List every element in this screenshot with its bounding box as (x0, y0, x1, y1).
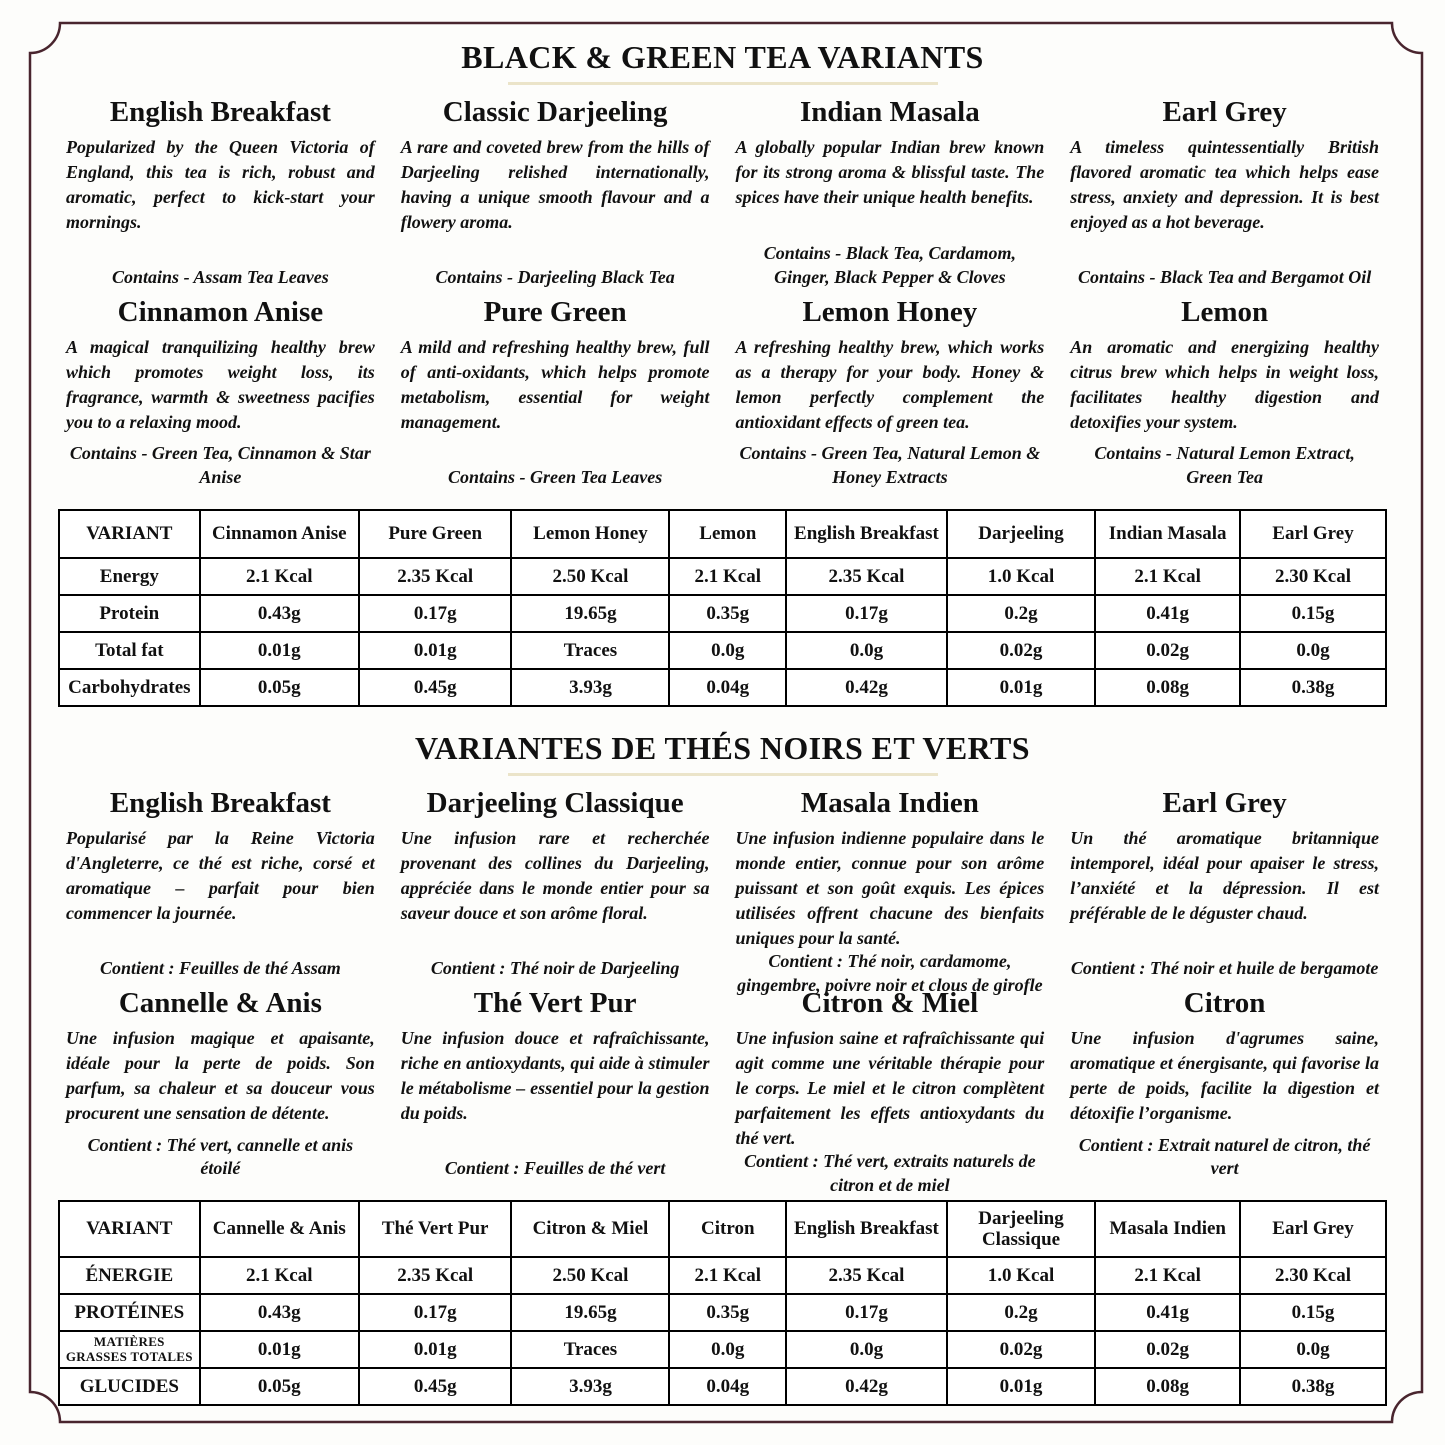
nutrition-value: 0.0g (669, 1331, 786, 1368)
tea-name: Indian Masala (800, 96, 980, 129)
tea-name: Classic Darjeeling (442, 96, 668, 129)
nutrition-row (59, 595, 1386, 632)
nutrition-row-label: PROTÉINES (59, 1294, 200, 1331)
nutrition-value: 0.17g (786, 1294, 947, 1331)
tea-contains-note: Contient : Thé vert, cannelle et anis étoilé (87, 1134, 354, 1178)
french-section-title: VARIANTES DE THÉS NOIRS ET VERTS (415, 730, 1030, 767)
nutrition-row-label: Carbohydrates (59, 669, 200, 706)
tea-contains-note: Contains - Assam Tea Leaves (112, 266, 329, 287)
nutrition-value: 19.65g (511, 595, 669, 632)
tea-column-header: Lemon Honey (511, 510, 669, 558)
tea-contains-note: Contient : Thé noir, cardamome, gingembre, poivre noir et clous de girofle (737, 951, 1043, 995)
nutrition-row-label: GLUCIDES (59, 1368, 200, 1405)
nutrition-value: 0.04g (669, 669, 786, 706)
tea-description: A mild and refreshing healthy brew, full of anti-oxidants, which helps promote metabolism, essential for weight management. (400, 337, 710, 432)
tea-column-header: Earl Grey (1240, 1201, 1386, 1257)
tea-name: Earl Grey (1162, 787, 1287, 820)
nutrition-value: 2.1 Kcal (200, 558, 359, 595)
tea-name: English Breakfast (109, 96, 331, 129)
nutrition-value: 0.02g (947, 1331, 1096, 1368)
nutrition-value: 2.30 Kcal (1240, 1257, 1386, 1294)
french-tea-grid (58, 787, 1387, 1195)
nutrition-value: 0.35g (669, 595, 786, 632)
nutrition-value: 1.0 Kcal (947, 558, 1096, 595)
nutrition-value: 0.02g (1095, 1331, 1240, 1368)
table-body (59, 558, 1386, 706)
nutrition-value: Traces (511, 1331, 669, 1368)
tea-contains-note: Contains - Black Tea and Bergamot Oil (1077, 266, 1372, 287)
nutrition-value: 0.15g (1240, 1294, 1386, 1331)
tea-column-header: Citron (669, 1201, 786, 1257)
nutrition-value: 0.0g (786, 1331, 947, 1368)
tea-card (1070, 97, 1379, 295)
tea-column-header: English Breakfast (786, 510, 947, 558)
nutrition-value: 0.01g (359, 632, 512, 669)
nutrition-value: 0.01g (947, 1368, 1096, 1405)
english-title-underline (508, 82, 938, 85)
nutrition-row-label: Total fat (59, 632, 200, 669)
tea-description: A magical tranquilizing healthy brew which promotes weight loss, its fragrance, warmth & sweetness pacifies you to a relaxing mood. (66, 337, 375, 432)
tea-name: Darjeeling Classique (426, 787, 684, 820)
tea-description: A refreshing healthy brew, which works as a therapy for your body. Honey & lemon perfectly complement the antioxidant effects of green tea. (735, 337, 1045, 432)
nutrition-value: 0.17g (786, 595, 947, 632)
nutrition-value: 0.45g (359, 669, 512, 706)
tea-description: Popularized by the Queen Victoria of England, this tea is rich, robust and aromatic, perfect to kick-start your mornings. (66, 137, 375, 232)
tea-name: Cannelle & Anis (118, 987, 322, 1020)
tea-column-header: Cinnamon Anise (200, 510, 359, 558)
table-header-row (59, 1201, 1386, 1257)
tea-name: Lemon (1181, 296, 1269, 329)
tea-description: A timeless quintessentially British flavored aromatic tea which helps ease stress, anxiety and depression. It is best enjoyed as a hot beverage. (1070, 137, 1379, 232)
tea-card (736, 97, 1045, 295)
nutrition-value: 0.01g (947, 669, 1096, 706)
tea-name: Citron (1183, 987, 1266, 1020)
nutrition-row (59, 1257, 1386, 1294)
tea-name: Pure Green (483, 296, 627, 329)
english-section-title: BLACK & GREEN TEA VARIANTS (461, 39, 984, 75)
nutrition-value: 0.41g (1095, 595, 1240, 632)
variant-column-header: VARIANT (59, 1201, 200, 1257)
nutrition-value: 0.04g (669, 1368, 786, 1405)
nutrition-row (59, 669, 1386, 706)
english-tea-grid (58, 97, 1387, 495)
nutrition-row (59, 632, 1386, 669)
nutrition-value: 0.05g (200, 669, 359, 706)
tea-card (66, 297, 375, 495)
nutrition-row-label: Protein (59, 595, 200, 632)
tea-card (401, 297, 710, 495)
tea-column-header: Pure Green (359, 510, 512, 558)
nutrition-row-label: ÉNERGIE (59, 1257, 200, 1294)
nutrition-value: 1.0 Kcal (947, 1257, 1096, 1294)
french-nutrition-table (58, 1200, 1387, 1406)
tea-contains-note: Contient : Extrait naturel de citron, thé vert (1078, 1134, 1371, 1178)
nutrition-value: 0.42g (786, 1368, 947, 1405)
french-title-underline (508, 773, 938, 776)
nutrition-value: Traces (511, 632, 669, 669)
tea-card (66, 988, 375, 1186)
tea-contains-note: Contient : Feuilles de thé vert (444, 1157, 666, 1178)
nutrition-value: 0.05g (200, 1368, 359, 1405)
tea-contains-note: Contains - Natural Lemon Extract, Green Tea (1094, 443, 1355, 487)
nutrition-value: 2.1 Kcal (669, 1257, 786, 1294)
tea-column-header: Darjeeling Classique (947, 1201, 1096, 1257)
tea-card (401, 788, 710, 986)
nutrition-value: 0.15g (1240, 595, 1386, 632)
nutrition-value: 2.50 Kcal (511, 1257, 669, 1294)
nutrition-row-label: MATIÈRES GRASSES TOTALES (59, 1331, 200, 1368)
tea-column-header: Citron & Miel (511, 1201, 669, 1257)
tea-column-header: Masala Indien (1095, 1201, 1240, 1257)
tea-contains-note: Contains - Green Tea, Natural Lemon & Honey Extracts (739, 443, 1041, 487)
nutrition-value: 0.01g (359, 1331, 512, 1368)
tea-column-header: Cannelle & Anis (200, 1201, 359, 1257)
tea-contains-note: Contains - Green Tea Leaves (447, 466, 663, 487)
tea-description: Une infusion douce et rafraîchissante, riche en antioxydants, qui aide à stimuler le métabolisme – essentiel pour la gestion du poids. (400, 1028, 710, 1123)
table-body (59, 1257, 1386, 1405)
tea-description: Une infusion saine et rafraîchissante qui agit comme une véritable thérapie pour le corps. Le miel et le citron complètent parfaitement les effets antioxydants du thé vert. (735, 1028, 1045, 1148)
nutrition-value: 0.41g (1095, 1294, 1240, 1331)
tea-card (1070, 297, 1379, 495)
tea-name: Thé Vert Pur (473, 987, 637, 1020)
tea-card (1070, 788, 1379, 986)
nutrition-row (59, 558, 1386, 595)
tea-card (66, 788, 375, 986)
french-section (58, 731, 1387, 1406)
english-nutrition-table (58, 509, 1387, 707)
tea-description: A rare and coveted brew from the hills of Darjeeling relished internationally, having a unique smooth flavour and a flowery aroma. (400, 137, 710, 232)
tea-card (401, 97, 710, 295)
tea-card (1070, 988, 1379, 1186)
nutrition-value: 19.65g (511, 1294, 669, 1331)
tea-column-header: Indian Masala (1095, 510, 1240, 558)
nutrition-value: 0.38g (1240, 1368, 1386, 1405)
nutrition-value: 2.1 Kcal (1095, 558, 1240, 595)
tea-description: Une infusion magique et apaisante, idéale pour la perte de poids. Son parfum, sa chaleur et sa douceur vous procurent une sensation de détente. (66, 1028, 375, 1123)
tea-column-header: Darjeeling (947, 510, 1096, 558)
tea-name: Lemon Honey (802, 296, 978, 329)
nutrition-value: 2.1 Kcal (200, 1257, 359, 1294)
tea-card (736, 297, 1045, 495)
tea-column-header: Thé Vert Pur (359, 1201, 512, 1257)
tea-column-header: English Breakfast (786, 1201, 947, 1257)
nutrition-value: 0.42g (786, 669, 947, 706)
nutrition-value: 0.02g (1095, 632, 1240, 669)
tea-name: Masala Indien (800, 787, 979, 820)
nutrition-value: 0.17g (359, 1294, 512, 1331)
nutrition-value: 0.35g (669, 1294, 786, 1331)
tea-contains-note: Contient : Feuilles de thé Assam (99, 957, 341, 978)
tea-name: Citron & Miel (801, 987, 979, 1020)
nutrition-row (59, 1368, 1386, 1405)
nutrition-value: 2.1 Kcal (669, 558, 786, 595)
tea-description: Une infusion rare et recherchée provenant des collines du Darjeeling, appréciée dans le monde entier pour sa saveur douce et son arôme floral. (400, 828, 710, 923)
nutrition-value: 0.08g (1095, 1368, 1240, 1405)
tea-card (735, 787, 1045, 995)
table-header (59, 1201, 1386, 1257)
nutrition-row (59, 1331, 1386, 1368)
tea-column-header: Earl Grey (1240, 510, 1386, 558)
nutrition-value: 2.35 Kcal (786, 558, 947, 595)
variant-column-header: VARIANT (59, 510, 200, 558)
table-header-row (59, 510, 1386, 558)
tea-description: Un thé aromatique britannique intemporel, idéal pour apaiser le stress, l’anxiété et la dépression. Il est préférable de le déguster chaud. (1070, 828, 1379, 923)
nutrition-value: 0.0g (786, 632, 947, 669)
nutrition-value: 0.08g (1095, 669, 1240, 706)
nutrition-row (59, 1294, 1386, 1331)
tea-card (66, 97, 375, 295)
nutrition-value: 2.1 Kcal (1095, 1257, 1240, 1294)
english-section (58, 40, 1387, 707)
tea-contains-note: Contient : Thé noir de Darjeeling (430, 957, 680, 978)
nutrition-value: 2.35 Kcal (359, 1257, 512, 1294)
tea-contains-note: Contains - Green Tea, Cinnamon & Star Anise (69, 443, 371, 487)
tea-column-header: Lemon (669, 510, 786, 558)
nutrition-value: 2.30 Kcal (1240, 558, 1386, 595)
tea-contains-note: Contient : Thé noir et huile de bergamote (1070, 957, 1379, 978)
nutrition-value: 2.35 Kcal (786, 1257, 947, 1294)
tea-contains-note: Contains - Black Tea, Cardamom, Ginger, Black Pepper & Cloves (763, 243, 1017, 287)
nutrition-value: 0.2g (947, 1294, 1096, 1331)
nutrition-value: 0.01g (200, 1331, 359, 1368)
tea-contains-note: Contains - Darjeeling Black Tea (435, 266, 675, 287)
tea-description: Une infusion d'agrumes saine, aromatique et énergisante, qui favorise la perte de poids, facilite la digestion et détoxifie l’organisme. (1070, 1028, 1379, 1123)
nutrition-value: 0.17g (359, 595, 512, 632)
nutrition-value: 0.2g (947, 595, 1096, 632)
nutrition-value: 0.45g (359, 1368, 512, 1405)
nutrition-value: 3.93g (511, 669, 669, 706)
nutrition-value: 0.38g (1240, 669, 1386, 706)
tea-description: A globally popular Indian brew known for its strong aroma & blissful taste. The spices have their unique health benefits. (735, 137, 1045, 207)
tea-name: Earl Grey (1162, 96, 1287, 129)
nutrition-value: 0.0g (1240, 632, 1386, 669)
nutrition-value: 2.50 Kcal (511, 558, 669, 595)
nutrition-value: 0.43g (200, 595, 359, 632)
nutrition-value: 0.01g (200, 632, 359, 669)
tea-contains-note: Contient : Thé vert, extraits naturels de citron et de miel (744, 1151, 1036, 1195)
tea-name: Cinnamon Anise (117, 296, 324, 329)
nutrition-row-label: Energy (59, 558, 200, 595)
tea-description: An aromatic and energizing healthy citrus brew which helps in weight loss, facilitates healthy digestion and detoxifies your system. (1070, 337, 1379, 432)
tea-card (401, 988, 710, 1186)
nutrition-value: 0.02g (947, 632, 1096, 669)
tea-description: Popularisé par la Reine Victoria d'Angleterre, ce thé est riche, corsé et aromatique – parfait pour bien commencer la journée. (66, 828, 375, 923)
nutrition-value: 3.93g (511, 1368, 669, 1405)
nutrition-value: 2.35 Kcal (359, 558, 512, 595)
table-header (59, 510, 1386, 558)
nutrition-value: 0.43g (200, 1294, 359, 1331)
nutrition-value: 0.0g (669, 632, 786, 669)
tea-name: English Breakfast (109, 787, 331, 820)
tea-card (735, 987, 1045, 1195)
nutrition-value: 0.0g (1240, 1331, 1386, 1368)
tea-description: Une infusion indienne populaire dans le monde entier, connue pour son arôme puissant et son goût exquis. Les épices utilisées offrent chacune des bienfaits uniques pour la santé. (735, 828, 1045, 948)
